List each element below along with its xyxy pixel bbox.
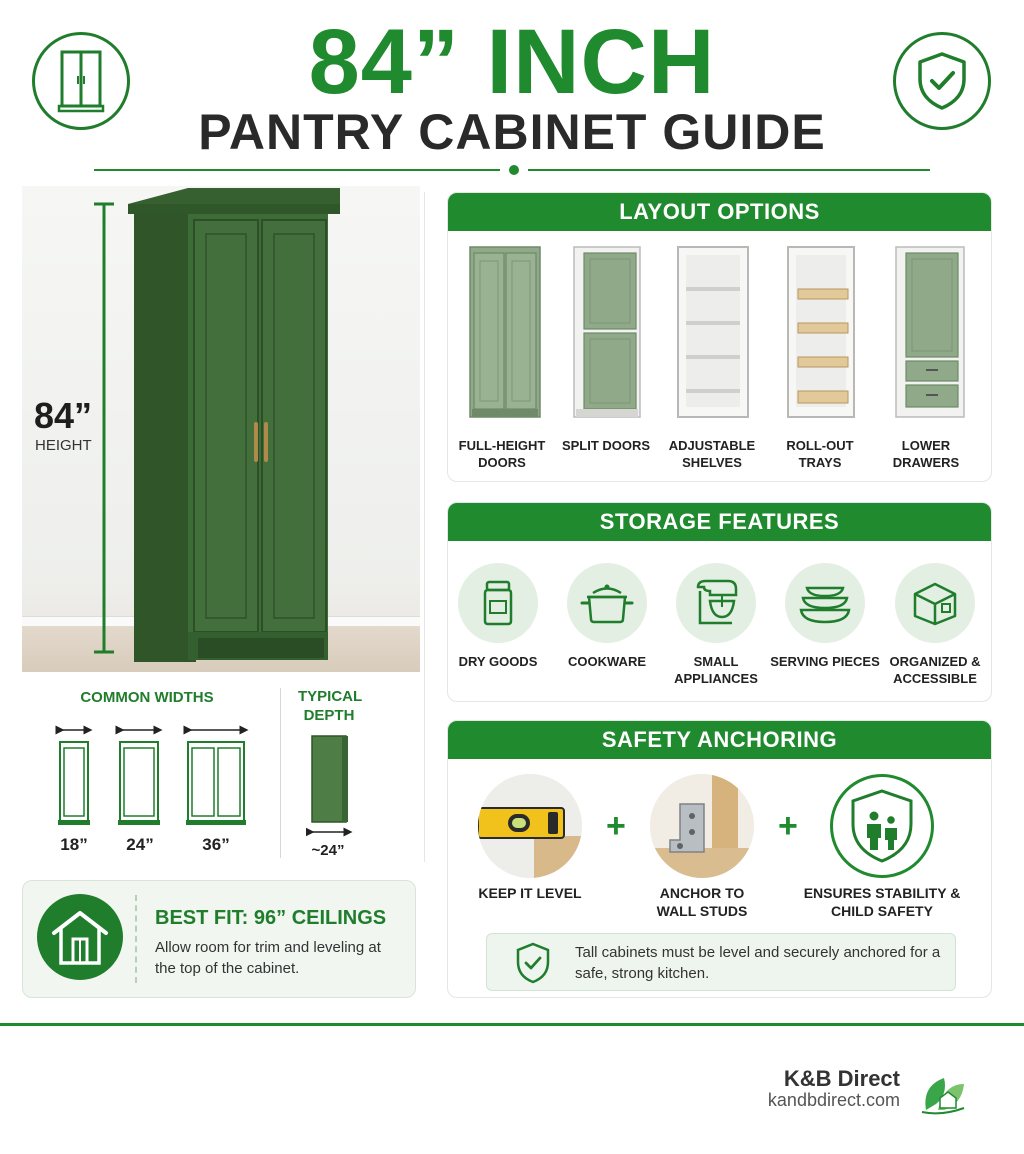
safety-note-box	[486, 933, 956, 991]
width-label-36: 36”	[202, 835, 230, 854]
safety-stability: ENSURES STABILITY & CHILD SAFETY	[803, 885, 961, 919]
page-title: 84” INCH	[308, 11, 716, 113]
layout-option-adjustable-shelves: ADJUSTABLE SHELVES	[668, 438, 756, 470]
brand-name: K&B Direct	[783, 1066, 900, 1091]
level-tool-icon	[478, 774, 582, 878]
anchor-bracket-icon	[650, 774, 754, 878]
layout-option-roll-out-trays: ROLL-OUT TRAYS	[786, 438, 854, 470]
best-fit-divider	[135, 895, 137, 983]
safety-keep-level: KEEP IT LEVEL	[478, 885, 582, 901]
shield-family-icon	[847, 788, 917, 864]
safety-anchoring-title: SAFETY ANCHORING	[448, 721, 991, 759]
pot-icon	[579, 581, 635, 625]
height-label: HEIGHT	[35, 437, 92, 454]
title-divider-right	[528, 169, 930, 171]
common-widths-title: COMMON WIDTHS	[80, 689, 214, 706]
jar-icon	[478, 579, 518, 627]
feature-cookware: COOKWARE	[568, 654, 646, 669]
box-icon	[909, 578, 961, 628]
safety-anchoring-panel	[447, 720, 992, 998]
page-subtitle: PANTRY CABINET GUIDE	[198, 104, 826, 160]
title-divider-left	[94, 169, 500, 171]
feature-small-appliances: SMALL APPLIANCES	[674, 654, 758, 686]
layout-option-split-doors: SPLIT DOORS	[561, 438, 651, 453]
wall-stud-image	[650, 774, 754, 878]
adjustable-shelves-illustration	[660, 243, 764, 423]
layout-option-full-height-doors: FULL-HEIGHT DOORS	[458, 438, 546, 470]
small-appliances-icon-circle	[676, 563, 756, 643]
storage-features-title: STORAGE FEATURES	[448, 503, 991, 541]
dry-goods-icon-circle	[458, 563, 538, 643]
column-divider	[424, 192, 425, 862]
shield-check-icon	[515, 942, 551, 984]
plus-sign-2: +	[778, 807, 798, 845]
roll-out-trays-illustration	[768, 243, 872, 423]
feature-organized-accessible: ORGANIZED & ACCESSIBLE	[889, 654, 981, 686]
safety-anchor-studs: ANCHOR TO WALL STUDS	[656, 885, 748, 919]
lower-drawers-illustration	[874, 243, 978, 423]
split-doors-illustration	[554, 243, 658, 423]
full-height-doors-illustration	[450, 243, 554, 423]
layout-options-title: LAYOUT OPTIONS	[448, 193, 991, 231]
height-value: 84”	[34, 395, 93, 436]
width-label-24: 24”	[126, 835, 154, 854]
mixer-icon	[690, 577, 742, 629]
widths-depth-divider	[280, 688, 281, 858]
serving-pieces-icon-circle	[785, 563, 865, 643]
brand-leaf-logo-icon	[918, 1070, 968, 1116]
width-label-18: 18”	[60, 835, 88, 854]
layout-option-lower-drawers: LOWER DRAWERS	[892, 438, 960, 470]
child-safety-icon-circle	[830, 774, 934, 878]
house-icon	[49, 907, 111, 967]
safety-note-text: Tall cabinets must be level and securely anchored for a safe, strong kitchen.	[575, 944, 941, 982]
bowls-icon	[797, 580, 853, 626]
best-fit-icon-circle	[37, 894, 123, 980]
title-divider-dot	[509, 165, 519, 175]
footer-divider	[0, 1023, 1024, 1026]
typical-depth-title: TYPICAL DEPTH	[298, 688, 363, 724]
storage-features-panel	[447, 502, 992, 702]
plus-sign-1: +	[606, 807, 626, 845]
best-fit-card	[22, 880, 416, 998]
cookware-icon-circle	[567, 563, 647, 643]
depth-cabinet-illustration	[306, 734, 354, 840]
best-fit-text: Allow room for trim and leveling at the top of the cabinet.	[155, 939, 381, 977]
feature-dry-goods: DRY GOODS	[458, 654, 538, 669]
typical-depth-value: ~24”	[311, 842, 345, 859]
feature-serving-pieces: SERVING PIECES	[770, 654, 880, 669]
layout-options-panel	[447, 192, 992, 482]
brand-url[interactable]: kandbdirect.com	[767, 1090, 900, 1110]
best-fit-title: BEST FIT: 96” CEILINGS	[155, 907, 387, 929]
width-cabinets-illustration	[52, 722, 252, 832]
keep-level-image	[478, 774, 582, 878]
organized-icon-circle	[895, 563, 975, 643]
